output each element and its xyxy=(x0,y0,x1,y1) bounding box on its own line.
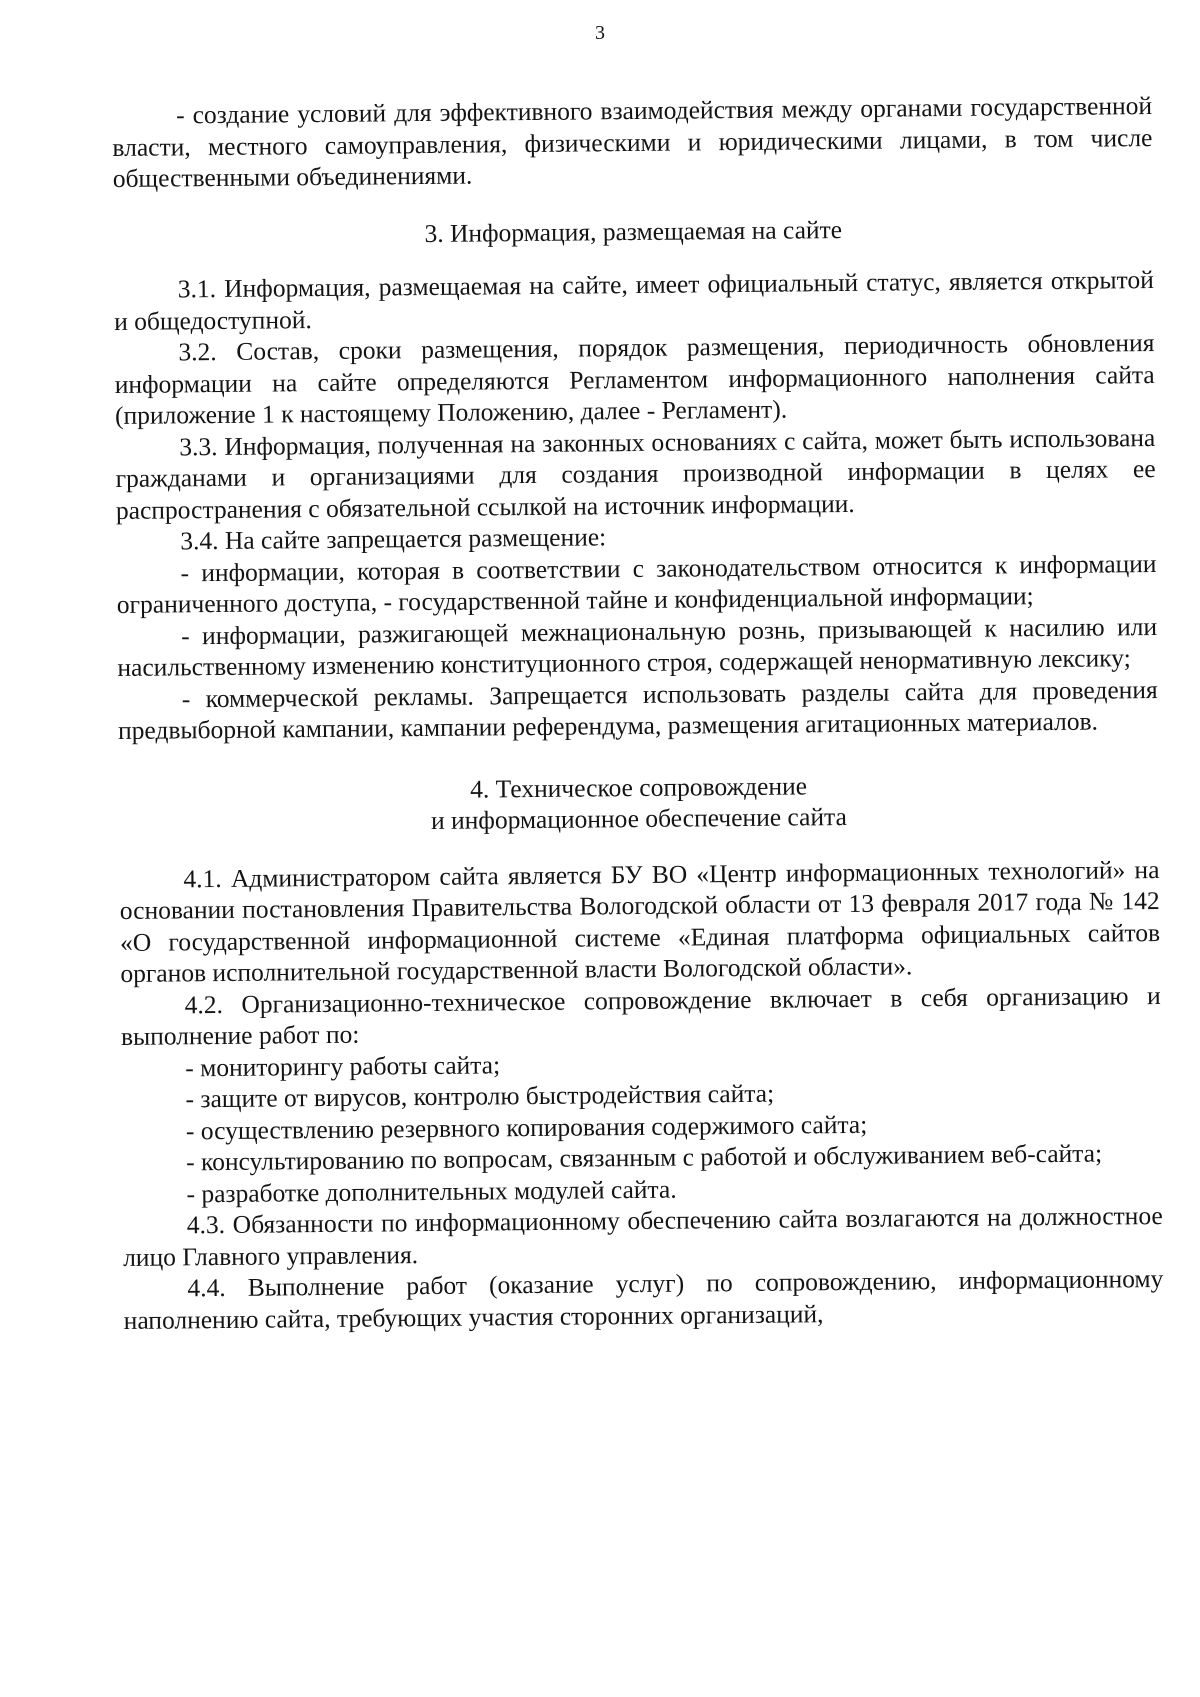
paragraph-3-3: 3.3. Информация, полученная на законных основаниях с сайта, может быть использована гражданами и организациями для создания производной информации в целях ее распространения с обязательной ссылкой на источник информации. xyxy=(115,422,1156,525)
paragraph-4-1: 4.1. Администратором сайта является БУ ВО «Центр информационных технологий» на основании постановления Правительства Вологодской области от 13 февраля 2017 года № 142 «О государственной информационной системе «Единая платформа официальных сайтов органов исполнительной государственной власти Вологодской области». xyxy=(119,854,1161,988)
list-item: - консультированию по вопросам, связанным с работой и обслуживанием веб-сайта; xyxy=(186,1138,1103,1177)
list-item: - мониторингу работы сайта; xyxy=(185,1049,501,1082)
intro-paragraph: - создание условий для эффективного взаимодействия между органами государственной власти, местного самоуправления, физическими и юридическими лицами, в том числе общественными объединениями. xyxy=(112,91,1153,193)
section-4-title-line-2: и информационное обеспечение сайта xyxy=(430,801,847,835)
paragraph-3-1: 3.1. Информация, размещаемая на сайте, имеет официальный статус, является открытой и общедоступной. xyxy=(113,265,1154,336)
paragraph-4-3: 4.3. Обязанности по информационному обеспечению сайта возлагаются на должностное лицо Главного управления. xyxy=(122,1200,1163,1272)
list-item: - осуществлению резервного копирования содержимого сайта; xyxy=(185,1109,868,1145)
list-item: - разработке дополнительных модулей сайта. xyxy=(186,1174,677,1208)
document-body xyxy=(112,90,1164,1336)
paragraph-4-2: 4.2. Организационно-техническое сопровождение включает в себя организацию и выполнение работ по: xyxy=(120,980,1161,1051)
list-item: - защите от вирусов, контролю быстродействия сайта; xyxy=(185,1078,775,1114)
list-item: - информации, которая в соответствии с законодательством относится к информации ограниченного доступа, - государственной тайне и конфиденциальной информации; xyxy=(116,548,1157,619)
section-3-title: 3. Информация, размещаемая на сайте xyxy=(424,214,843,248)
page-number: 3 xyxy=(595,22,605,44)
list-item: - информации, разжигающей межнациональную рознь, призывающей к насилию или насильственному изменению конституционного строя, содержащей ненормативную лексику; xyxy=(117,611,1158,682)
section-4-title-line-1: 4. Техническое сопровождение xyxy=(470,770,808,804)
list-item: - коммерческой рекламы. Запрещается использовать разделы сайта для проведения предвыборной кампании, кампании референдума, размещения агитационных материалов. xyxy=(117,674,1158,745)
paragraph-3-4: 3.4. На сайте запрещается размещение: xyxy=(180,522,607,556)
paragraph-3-2: 3.2. Состав, сроки размещения, порядок размещения, периодичность обновления информации на сайте определяются Регламентом информационного наполнения сайта (приложение 1 к настоящему Положению, далее - Регламент). xyxy=(114,328,1155,430)
paragraph-4-4: 4.4. Выполнение работ (оказание услуг) по сопровождению, информационному наполнению сайта, требующих участия сторонних организаций, xyxy=(123,1263,1164,1335)
